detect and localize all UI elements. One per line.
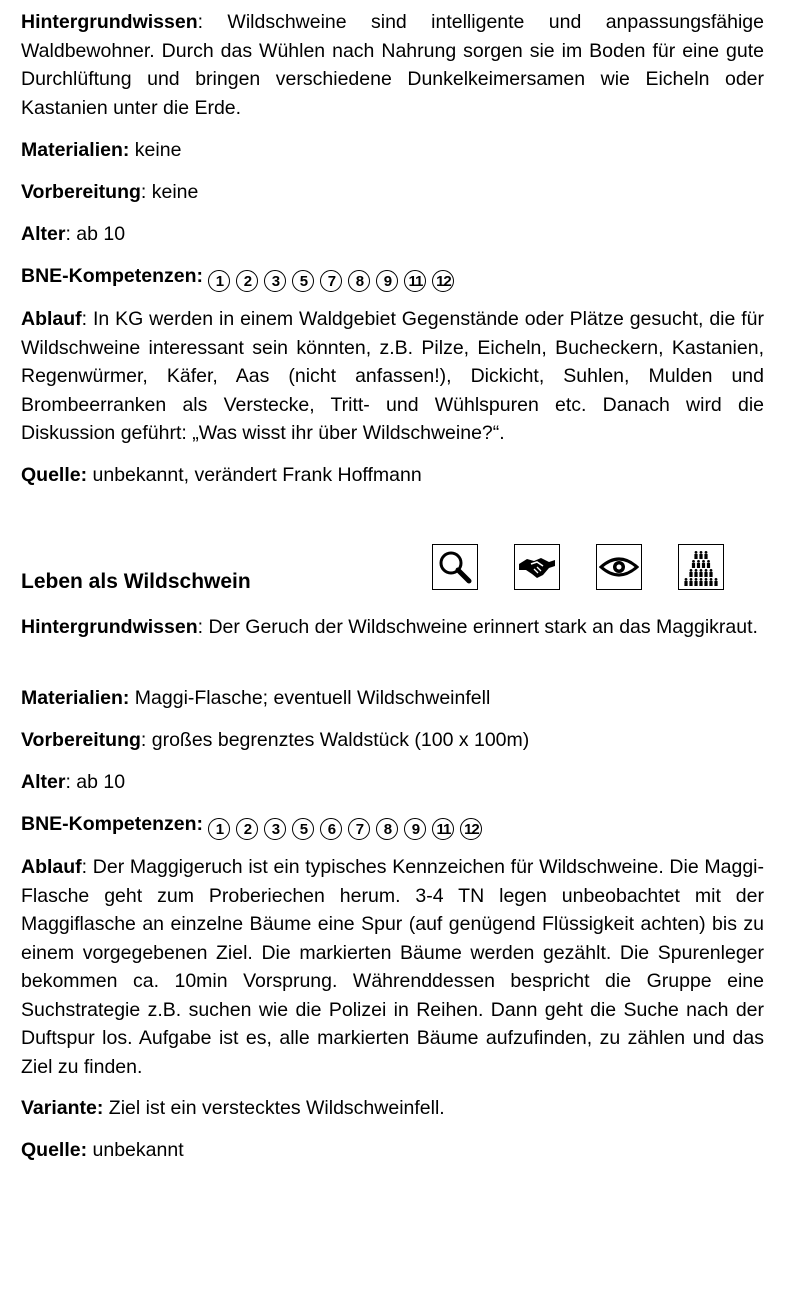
bne-competence-1: 1 — [208, 270, 230, 292]
s2-hintergrund-label: Hintergrundwissen — [21, 616, 198, 638]
magnifier-icon — [432, 544, 478, 590]
s2-alter-label: Alter — [21, 771, 66, 793]
s2-bne-label: BNE-Kompetenzen: — [21, 813, 204, 835]
s2-variante-label: Variante: — [21, 1097, 104, 1119]
s1-vorbereitung-text: : keine — [140, 181, 199, 203]
bne-competence-7: 7 — [348, 818, 370, 840]
s2-vorbereitung-text: : großes begrenztes Waldstück (100 x 100m) — [140, 729, 530, 751]
s1-alter — [21, 220, 764, 249]
s1-ablauf-text: : In KG werden in einem Waldgebiet Gegenstände oder Plätze gesucht, die für Wildschweine interessant sein könnten, z.B. Pilze, Eicheln, Bucheckern, Kastanien, Regenwürmer, Käfer, Aas (nicht anfassen!), Dickicht, Suhlen, Mulden und Brombeerranken als Verstecke, Tritt- und Wühlspuren etc. Danach wird die Diskussion geführt: „Was wisst ihr über Wildschweine?“. — [21, 308, 764, 444]
s1-vorbereitung — [21, 178, 764, 207]
s1-hintergrund-label: Hintergrundwissen — [21, 11, 198, 33]
bne-competence-5: 5 — [292, 818, 314, 840]
s1-quelle-label: Quelle: — [21, 464, 88, 486]
s1-bne-label: BNE-Kompetenzen: — [21, 265, 204, 287]
s2-hintergrund-text: : Der Geruch der Wildschweine erinnert stark an das Maggikraut. — [197, 616, 758, 638]
bne-competence-11: 11 — [432, 818, 454, 840]
s2-hintergrund — [21, 613, 764, 642]
s1-quelle — [21, 461, 764, 490]
bne-competence-1: 1 — [208, 818, 230, 840]
s1-ablauf-label: Ablauf — [21, 308, 82, 330]
s1-hintergrund-text: : Wildschweine sind intelligente und anpassungsfähige Waldbewohner. Durch das Wühlen nach Nahrung sorgen sie im Boden für eine gute Durchlüftung und bringen verschiedene Dunkelkeimersamen wie Eicheln oder Kastanien unter die Erde. — [21, 11, 764, 119]
bne-competence-6: 6 — [320, 818, 342, 840]
s1-bne-circles — [208, 262, 460, 292]
s2-bne — [21, 810, 764, 840]
s1-alter-label: Alter — [21, 223, 66, 245]
s2-variante-text: Ziel ist ein verstecktes Wildschweinfell. — [103, 1097, 445, 1119]
bne-competence-7: 7 — [320, 270, 342, 292]
s1-bne — [21, 262, 764, 292]
s2-materialien-label: Materialien: — [21, 687, 130, 709]
bne-competence-5: 5 — [292, 270, 314, 292]
s2-quelle-label: Quelle: — [21, 1139, 88, 1161]
bne-competence-12: 12 — [460, 818, 482, 840]
s2-title: Leben als Wildschwein — [21, 570, 251, 593]
s1-vorbereitung-label: Vorbereitung — [21, 181, 141, 203]
s1-alter-text: : ab 10 — [65, 223, 126, 245]
bne-competence-11: 11 — [404, 270, 426, 292]
s2-alter — [21, 768, 764, 797]
s2-materialien — [21, 684, 764, 713]
bne-competence-12: 12 — [432, 270, 454, 292]
bne-competence-9: 9 — [376, 270, 398, 292]
s1-materialien-text: keine — [129, 139, 182, 161]
s1-ablauf — [21, 305, 764, 448]
s1-materialien-label: Materialien: — [21, 139, 130, 161]
bne-competence-8: 8 — [376, 818, 398, 840]
s2-ablauf-label: Ablauf — [21, 856, 82, 878]
handshake-icon — [514, 544, 560, 590]
s2-vorbereitung — [21, 726, 764, 755]
s2-bne-circles — [208, 810, 488, 840]
eye-icon — [596, 544, 642, 590]
bne-competence-2: 2 — [236, 818, 258, 840]
s2-quelle-text: unbekannt — [87, 1139, 184, 1161]
bne-competence-3: 3 — [264, 818, 286, 840]
s2-ablauf — [21, 853, 764, 1081]
bne-competence-2: 2 — [236, 270, 258, 292]
bne-competence-8: 8 — [348, 270, 370, 292]
s2-materialien-text: Maggi-Flasche; eventuell Wildschweinfell — [129, 687, 491, 709]
bne-competence-9: 9 — [404, 818, 426, 840]
s1-quelle-text: unbekannt, verändert Frank Hoffmann — [87, 464, 422, 486]
group-icon — [678, 544, 724, 590]
s2-quelle — [21, 1136, 764, 1165]
s2-alter-text: : ab 10 — [65, 771, 126, 793]
s2-variante — [21, 1094, 764, 1123]
s2-vorbereitung-label: Vorbereitung — [21, 729, 141, 751]
s1-hintergrund — [21, 8, 764, 122]
s1-materialien — [21, 136, 764, 165]
bne-competence-3: 3 — [264, 270, 286, 292]
s2-ablauf-text: : Der Maggigeruch ist ein typisches Kennzeichen für Wildschweine. Die Maggi-Flasche geht zum Proberiechen herum. 3-4 TN legen unbeobachtet mit der Maggiflasche an einzelne Bäume eine Spur (auf genügend Flüssigkeit achten) bis zu einem vorgegebenen Ziel. Die markierten Bäume werden gezählt. Die Spurenleger bekommen ca. 10min Vorsprung. Währenddessen bespricht die Gruppe eine Suchstrategie z.B. suchen wie die Polizei in Reihen. Dann geht die Suche nach der Duftspur los. Aufgabe ist es, alle markierten Bäume aufzufinden, zu zählen und das Ziel zu finden. — [21, 856, 764, 1078]
